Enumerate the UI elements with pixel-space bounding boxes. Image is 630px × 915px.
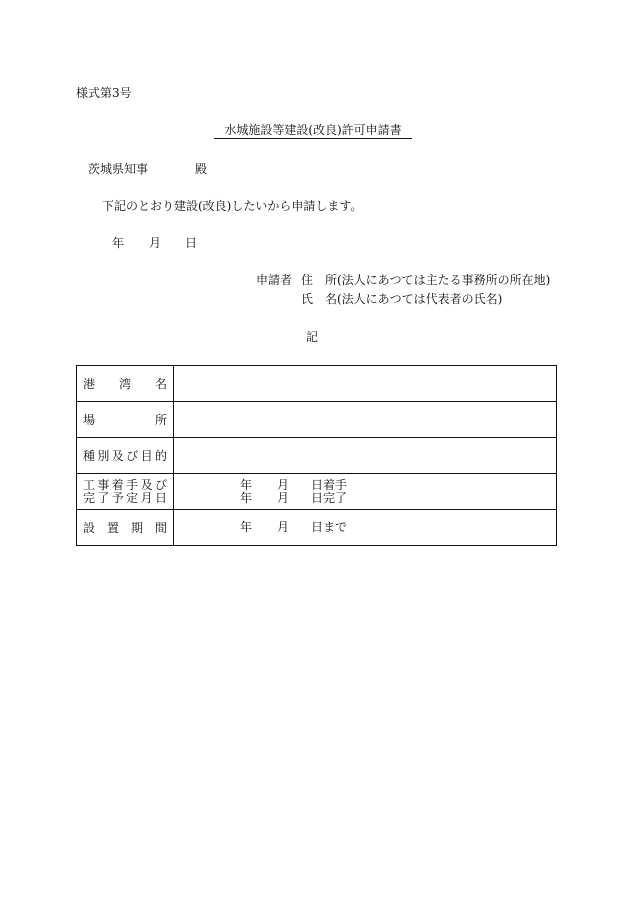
label-char: 期 [130,521,143,535]
label-char: 定 [126,490,139,505]
label-char: 目 [140,449,153,463]
label-char: 別 [97,449,110,463]
location-label [77,402,174,438]
table-row-construction-schedule [77,474,557,510]
type-purpose-label [77,438,174,474]
date-day: 日 [185,236,198,250]
period-month: 月 [277,520,290,534]
completion-day: 日完了 [311,490,348,505]
date-month: 月 [149,236,162,250]
start-day: 日着手 [311,477,348,492]
document-title: 水城施設等建設(改良)許可申請書 [214,123,412,139]
label-char: 月 [140,490,153,505]
port-name-label [77,366,174,402]
applicant-label: 申請者 [256,273,293,287]
label-char: 予 [111,490,124,505]
completion-date-row [174,492,556,505]
ki-heading: 記 [306,330,319,344]
label-char: 場 [83,413,96,427]
application-details-table [76,365,557,546]
applicant-address-label: 住 所(法人にあつては主たる事務所の所在地) [301,273,551,287]
completion-month: 月 [277,490,290,505]
label-char: 及 [111,449,124,463]
completion-year: 年 [240,490,253,505]
addressee-name: 茨城県知事 [88,162,149,176]
port-name-value[interactable] [174,366,557,402]
label-char: 着 [111,477,124,492]
label-char: 名 [154,377,167,391]
period-year: 年 [240,520,253,534]
label-char: 及 [140,477,153,492]
table-row-location [77,402,557,438]
table-row-type-purpose [77,438,557,474]
form-number: 様式第3号 [76,86,132,100]
label-char: 港 [83,377,96,391]
date-year: 年 [112,236,125,250]
period-day: 日まで [311,520,348,534]
label-char: 所 [154,413,167,427]
start-year: 年 [240,477,253,492]
construction-schedule-value[interactable] [174,474,557,510]
label-char: 工 [83,477,96,492]
label-char: 的 [154,449,167,463]
table-row-installation-period [77,510,557,546]
construction-schedule-label [77,474,174,510]
period-end-row [174,521,556,534]
location-value[interactable] [174,402,557,438]
label-char: 手 [126,477,139,492]
installation-period-value[interactable] [174,510,557,546]
label-char: 完 [83,490,96,505]
label-char: 設 [83,521,96,535]
label-char: 了 [97,490,110,505]
label-char: 湾 [118,377,131,391]
applicant-name-label: 氏 名(法人にあつては代表者の氏名) [301,292,503,306]
label-char: 置 [106,521,119,535]
type-purpose-value[interactable] [174,438,557,474]
body-text: 下記のとおり建設(改良)したいから申請します。 [102,199,363,213]
label-char: 日 [154,490,167,505]
label-char: 事 [97,477,110,492]
start-date-row [174,479,556,492]
label-char: び [126,449,139,463]
label-char: び [154,477,167,492]
start-month: 月 [277,477,290,492]
label-char: 間 [154,521,167,535]
installation-period-label [77,510,174,546]
addressee-honorific: 殿 [195,162,208,176]
table-row-port-name [77,366,557,402]
label-char: 種 [83,449,96,463]
